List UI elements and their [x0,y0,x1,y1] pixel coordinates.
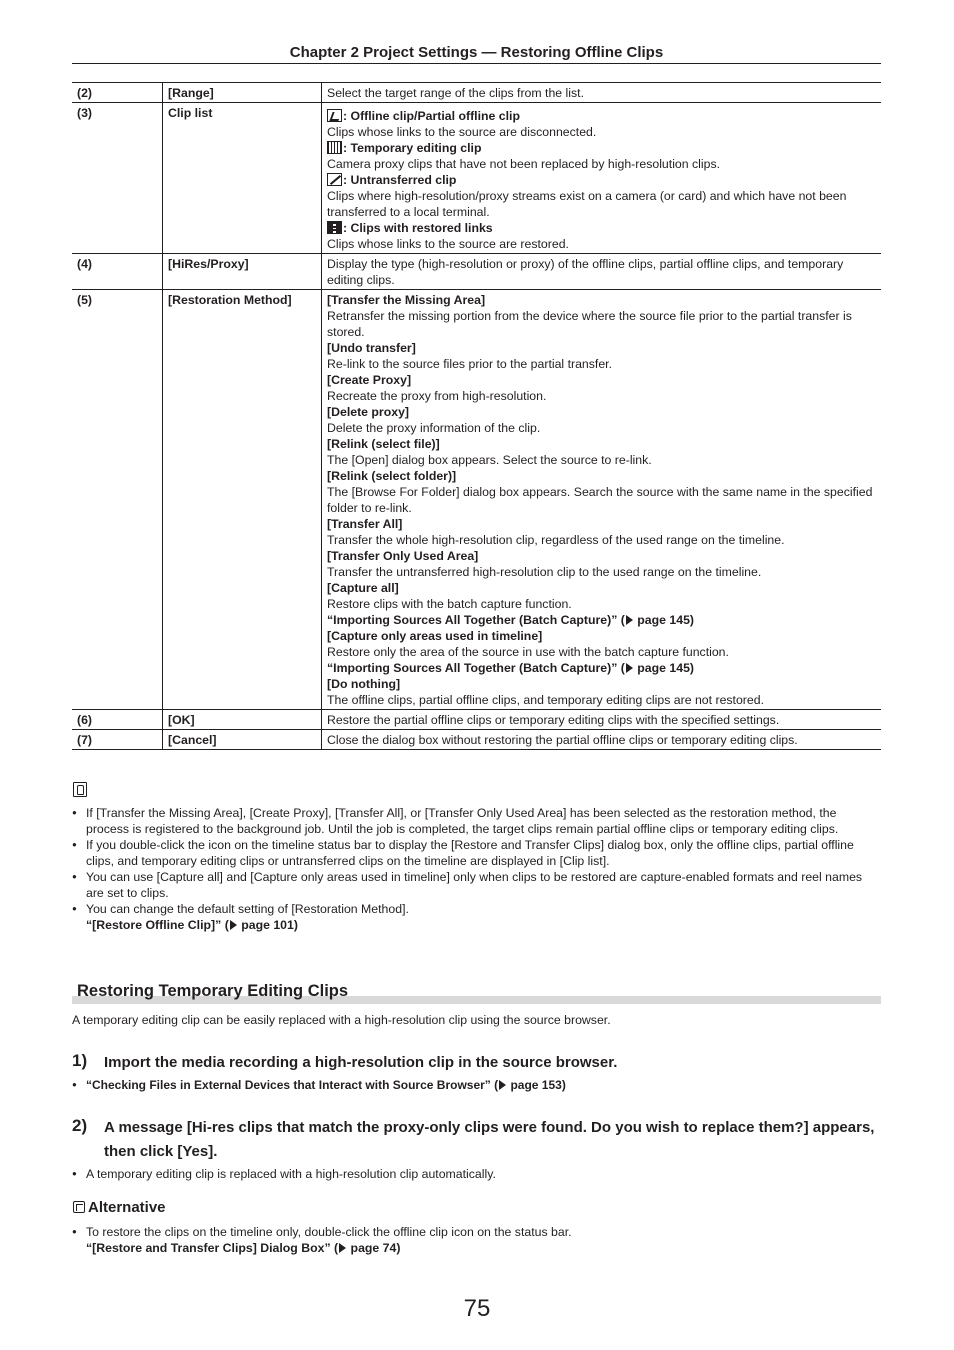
row-item: [Cancel] [163,730,322,750]
row-item: [Restoration Method] [163,290,322,710]
method-text: Recreate the proxy from high-resolution. [327,389,547,403]
step-bullets [72,1077,881,1093]
cross-reference-link[interactable] [327,612,876,628]
row-description: Restore the partial offline clips or temporary editing clips with the specified settings. [322,710,882,730]
section-title: Restoring Temporary Editing Clips [77,982,349,1000]
method-name: [Capture only areas used in timeline] [327,629,543,643]
page-arrow-icon [339,1243,346,1253]
step-number: 1) [72,1051,88,1070]
row-description [322,290,882,710]
temporary-editing-clip-icon [327,141,342,154]
icon-label: : Untransferred clip [343,173,457,187]
row-number: (6) [72,710,163,730]
method-name: [Undo transfer] [327,341,416,355]
method-name: [Relink (select folder)] [327,469,457,483]
icon-label: : Offline clip/Partial offline clip [343,109,520,123]
note-item: ● You can use [Capture all] and [Capture only areas used in timeline] only when clips to be restored are capture-enabled formats and reel names are set to clips. [72,869,881,901]
method-name: [Do nothing] [327,677,401,691]
note-item [72,901,881,933]
link-page: page 74) [347,1241,401,1255]
step-bullet: ● A temporary editing clip is replaced with a high-resolution clip automatically. [72,1166,881,1182]
cross-reference-link[interactable] [86,917,881,933]
step-bullets [72,1166,881,1182]
row-number: (7) [72,730,163,750]
section-intro: A temporary editing clip can be easily replaced with a high-resolution clip using the source browser. [72,1013,611,1027]
method-name: [Create Proxy] [327,373,412,387]
link-text: “Importing Sources All Together (Batch Capture)” ( [327,661,625,675]
table-row [72,103,881,254]
link-text: “Checking Files in External Devices that Interact with Source Browser” ( [86,1078,499,1092]
row-number: (5) [72,290,163,710]
note-icon [73,782,87,797]
cross-reference-link[interactable] [72,1077,881,1093]
method-name: [Transfer Only Used Area] [327,549,479,563]
link-text: “[Restore and Transfer Clips] Dialog Box” ( [86,1241,339,1255]
method-name: [Delete proxy] [327,405,410,419]
method-name: [Transfer the Missing Area] [327,293,486,307]
icon-description: Clips whose links to the source are disconnected. [327,125,597,139]
step-text: A message [Hi-res clips that match the proxy-only clips were found. Do you wish to replace them?] appears, then click [Yes]. [104,1119,875,1160]
method-text: The [Browse For Folder] dialog box appears. Search the source with the same name in the specified folder to re-link. [327,485,873,515]
link-page: page 145) [633,613,695,627]
row-number: (4) [72,254,163,290]
link-text: “Importing Sources All Together (Batch Capture)” ( [327,613,625,627]
link-page: page 145) [633,661,695,675]
row-number: (2) [72,83,163,103]
alternative-heading [73,1199,166,1216]
step-text: Import the media recording a high-resolution clip in the source browser. [104,1054,618,1071]
page-arrow-icon [626,663,633,673]
page-arrow-icon [499,1080,506,1090]
page-arrow-icon [626,615,633,625]
method-text: Delete the proxy information of the clip. [327,421,541,435]
table-row [72,290,881,710]
method-text: Restore clips with the batch capture function. [327,597,572,611]
row-number: (3) [72,103,163,254]
link-text: “[Restore Offline Clip]” ( [86,918,229,932]
icon-description: Clips where high-resolution/proxy streams exist on a camera (or card) and which have not been transferred to a local terminal. [327,189,847,219]
row-item: Clip list [163,103,322,254]
method-name: [Transfer All] [327,517,403,531]
alternative-list [72,1224,881,1256]
alternative-item [72,1224,881,1256]
table-row [72,83,881,103]
row-description: Close the dialog box without restoring the partial offline clips or temporary editing clips. [322,730,882,750]
link-page: page 101) [237,918,298,932]
icon-description: Camera proxy clips that have not been replaced by high-resolution clips. [327,157,721,171]
row-item: [HiRes/Proxy] [163,254,322,290]
row-description: Display the type (high-resolution or proxy) of the offline clips, partial offline clips, and temporary editing clips. [322,254,882,290]
note-item: ● If [Transfer the Missing Area], [Create Proxy], [Transfer All], or [Transfer Only Used Area] has been selected as the restoration method, the process is registered to the background job. Until the job is completed, the target clips remain partial offline clips or temporary editing clips. [72,805,881,837]
untransferred-clip-icon [327,173,342,186]
alternative-icon [73,1201,85,1213]
row-item: [OK] [163,710,322,730]
method-name: [Capture all] [327,581,399,595]
page-arrow-icon [230,920,237,930]
offline-clip-icon [327,109,342,122]
method-text: Re-link to the source files prior to the partial transfer. [327,357,613,371]
restored-links-icon [327,221,342,234]
table-row [72,730,881,750]
method-text: Restore only the area of the source in use with the batch capture function. [327,645,729,659]
row-item: [Range] [163,83,322,103]
link-page: page 153) [507,1078,566,1092]
method-text: The offline clips, partial offline clips, and temporary editing clips are not restored. [327,693,764,707]
method-text: The [Open] dialog box appears. Select the source to re-link. [327,453,652,467]
note-item: ● If you double-click the icon on the timeline status bar to display the [Restore and Transfer Clips] dialog box, only the offline clips, partial offline clips, and temporary editing clips or untransferred clips on the timeline are displayed in [Clip list]. [72,837,881,869]
row-description: Select the target range of the clips from the list. [322,83,882,103]
icon-label: : Clips with restored links [343,221,493,235]
icon-label: : Temporary editing clip [343,141,482,155]
icon-description: Clips whose links to the source are restored. [327,237,569,251]
settings-table [72,82,881,750]
table-row [72,710,881,730]
method-name: [Relink (select file)] [327,437,440,451]
cross-reference-link[interactable] [86,1240,881,1256]
method-text: Transfer the whole high-resolution clip, regardless of the used range on the timeline. [327,533,785,547]
alternative-label: Alternative [88,1199,166,1216]
section-heading [72,982,881,1004]
page-number: 75 [463,1295,491,1322]
chapter-header: Chapter 2 Project Settings — Restoring Offline Clips [72,44,881,64]
notes-list [72,805,881,933]
method-text: Transfer the untransferred high-resolution clip to the used range on the timeline. [327,565,762,579]
row-description [322,103,882,254]
note-text: ● You can change the default setting of [Restoration Method]. [86,902,409,916]
step-number: 2) [72,1116,88,1135]
cross-reference-link[interactable] [327,660,876,676]
alternative-text: ● To restore the clips on the timeline only, double-click the offline clip icon on the status bar. [86,1225,572,1239]
method-text: Retransfer the missing portion from the device where the source file prior to the partial transfer is stored. [327,309,852,339]
table-row [72,254,881,290]
